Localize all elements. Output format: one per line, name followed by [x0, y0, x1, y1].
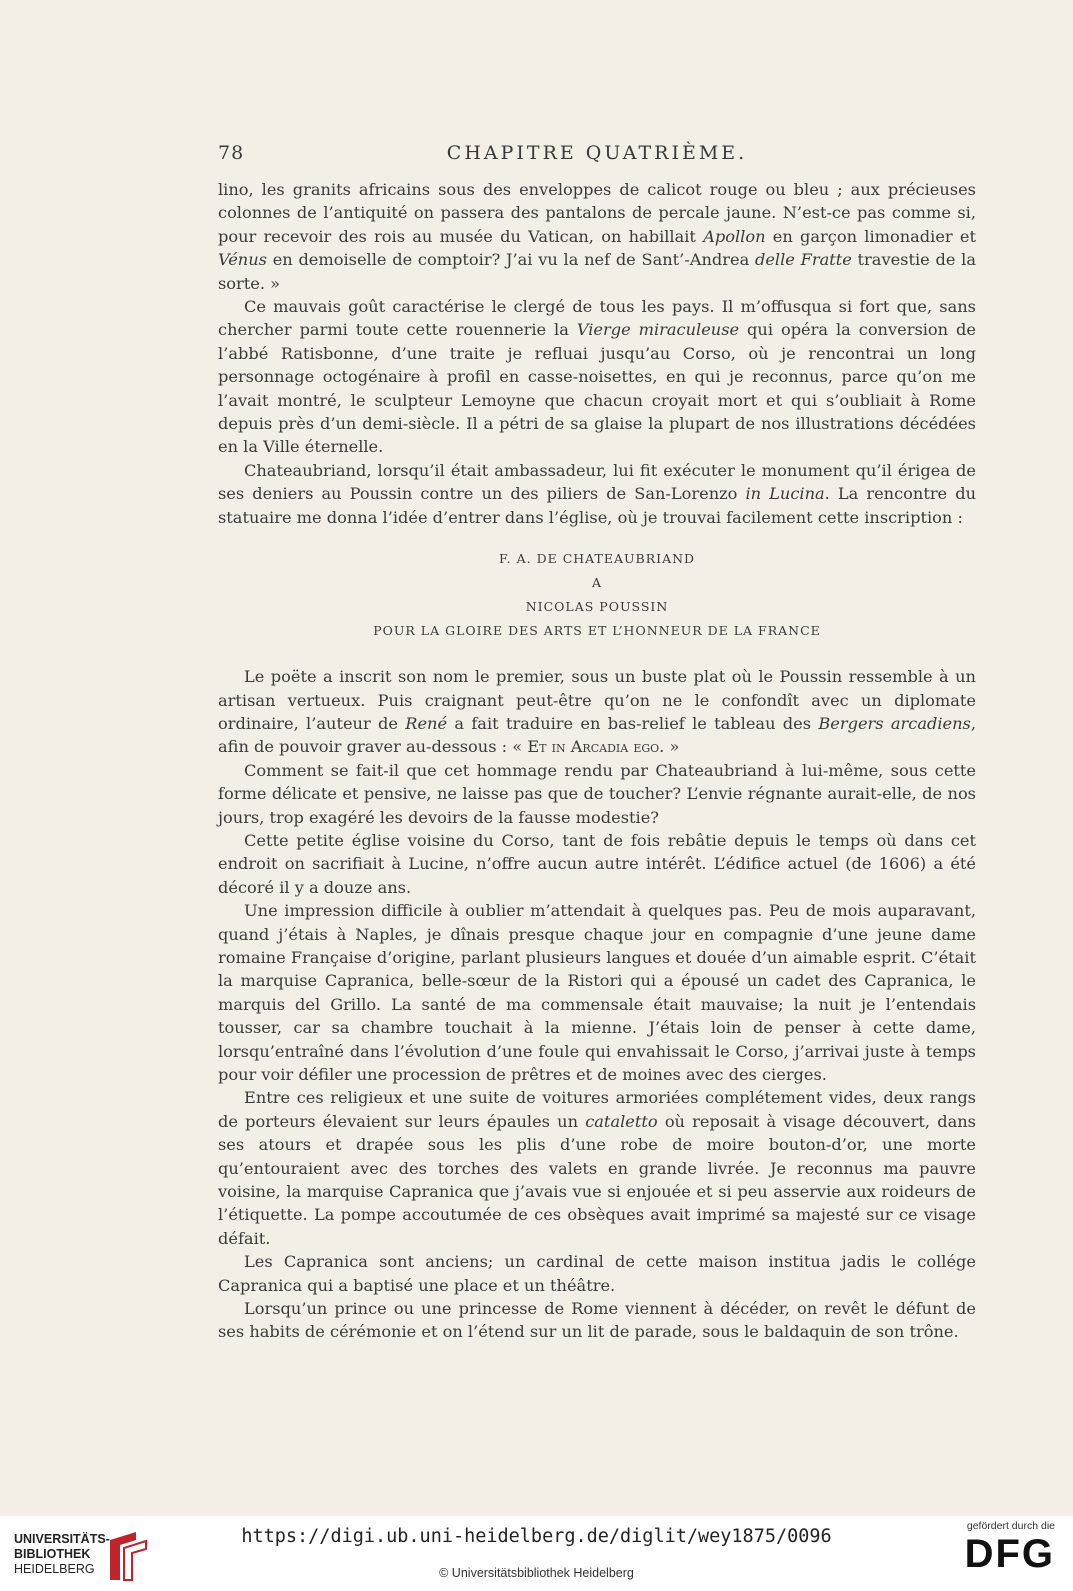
funder-block[interactable] [935, 1520, 1055, 1586]
viewer-footer [0, 1516, 1073, 1591]
paragraph: Chateaubriand, lorsqu’il était ambassadeur, lui fit exécuter le monument qu’il érigea de ses deniers au Poussin contre un des piliers de San-Lorenzo in Lucina. La rencontre du statuaire me donna l’idée d’entrer dans l’église, où je trouvai facilement cette inscription : [218, 460, 976, 527]
paragraph: Une impression difficile à oublier m’attendait à quelques pas. Peu de mois auparavant, quand j’étais à Naples, je dînais presque chaque jour en compagnie d’une jeune dame romaine Française d’origine, parlant plusieurs langues et douée d’un aimable esprit. C’était la marquise Capranica, belle-sœur de la Ristori qui a épousé un cadet des Capranica, le marquis del Grillo. La santé de ma commensale était mauvaise; la nuit je l’entendais tousser, car sa chambre touchait à la mienne. J’étais loin de penser à cette dame, lorsqu’entraîné dans l’évolution d’une foule qui envahissait le Corso, j’arrivai juste à temps pour voir défiler une procession de prêtres et de moines avec des cierges. [218, 901, 976, 1084]
inscription-line: POUR LA GLOIRE DES ARTS ET L’HONNEUR DE LA FRANCE [373, 623, 821, 639]
paragraph: Les Capranica sont anciens; un cardinal de cette maison institua jadis le collége Capranica qui a baptisé une place et un théâtre. [218, 1252, 976, 1295]
paragraph: Cette petite église voisine du Corso, tant de fois rebâtie depuis le temps où dans cet endroit on sacrifiait à Lucine, n’offre aucun autre intérêt. L’édifice actuel (de 1606) a été décoré il y a douze ans. [218, 830, 976, 897]
library-name: UNIVERSITÄTS- BIBLIOTHEK HEIDELBERG [14, 1532, 110, 1576]
funding-label: gefördert durch die [966, 1520, 1055, 1532]
inscription-line: F. A. DE CHATEAUBRIAND [498, 551, 696, 567]
paragraph: lino, les granits africains sous des enveloppes de calicot rouge ou bleu ; aux précieuses colonnes de l’antiquité on passera des pantalons de percale jaune. N’est-ce pas comme si, pour recevoir des rois au musée du Vatican, on habillait Apollon en garçon limonadier et Vénus en demoiselle de comptoir? J’ai vu la nef de Sant’-Andrea delle Fratte travestie de la sorte. » [218, 180, 977, 293]
inscription [218, 547, 976, 643]
paragraph: Comment se fait-il que cet hommage rendu par Chateaubriand à lui-même, sous cette forme délicate et pensive, ne laisse pas que de toucher? L’envie régnante aurait-elle, de nos jours, trop exagéré les devoirs de la fausse modestie? [218, 760, 976, 827]
dfg-logo: DFG [964, 1532, 1055, 1576]
paragraph: Ce mauvais goût caractérise le clergé de tous les pays. Il m’offusqua si fort que, sans chercher parmi toute cette rouennerie la Vierge miraculeuse qui opéra la conversion de l’abbé Ratisbonne, d’une traite je refluai jusqu’au Corso, où je rencontrai un long personnage octogénaire à profil en casse-noisettes, en qui je reconnus, parce qu’on me l’avait montré, le sculpteur Lemoyne que chacun croyait mort et qui s’oubliait à Rome depuis près d’un demi-siècle. Il a pétri de sa glaise la plupart de nos illustrations décédées en la Ville éternelle. [218, 297, 976, 457]
permalink-url[interactable]: https://digi.ub.uni-heidelberg.de/diglit/wey1875/0096 [241, 1526, 832, 1547]
inscription-line: A [591, 575, 603, 591]
paragraph: Le poëte a inscrit son nom le premier, sous un buste plat où le Poussin ressemble à un artisan vertueux. Puis craignant peut-être qu’on ne le confondît avec un diplomate ordinaire, l’auteur de René a fait traduire en bas-relief le tableau des Bergers arcadiens, afin de pouvoir graver au-dessous : « Et in Arcadia ego. » [218, 667, 976, 757]
running-head [218, 142, 976, 172]
inscription-line: NICOLAS POUSSIN [525, 599, 669, 615]
page-number: 78 [218, 142, 245, 164]
paragraph: Entre ces religieux et une suite de voitures armoriées complétement vides, deux rangs de porteurs élevaient sur leurs épaules un cataletto où reposait à visage découvert, dans ses atours et drapée sous les plis d’une robe de moire bouton-d’or, une morte qu’entouraient avec des torches des valets en grande livrée. Je reconnus ma pauvre voisine, la marquise Capranica que j’avais vue si enjouée et si peu asservie aux roideurs de l’étiquette. La pompe accoutumée de ces obsèques avait imprimé sa majesté sur ce visage défait. [218, 1088, 976, 1248]
chapter-title: CHAPITRE QUATRIÈME. [446, 142, 748, 164]
body-text [218, 178, 976, 1344]
copyright-notice: © Universitätsbibliothek Heidelberg [439, 1566, 634, 1580]
paragraph: Lorsqu’un prince ou une princesse de Rome viennent à décéder, on revêt le défunt de ses habits de cérémonie et on l’étend sur un lit de parade, sous le baldaquin de son trône. [218, 1299, 976, 1342]
